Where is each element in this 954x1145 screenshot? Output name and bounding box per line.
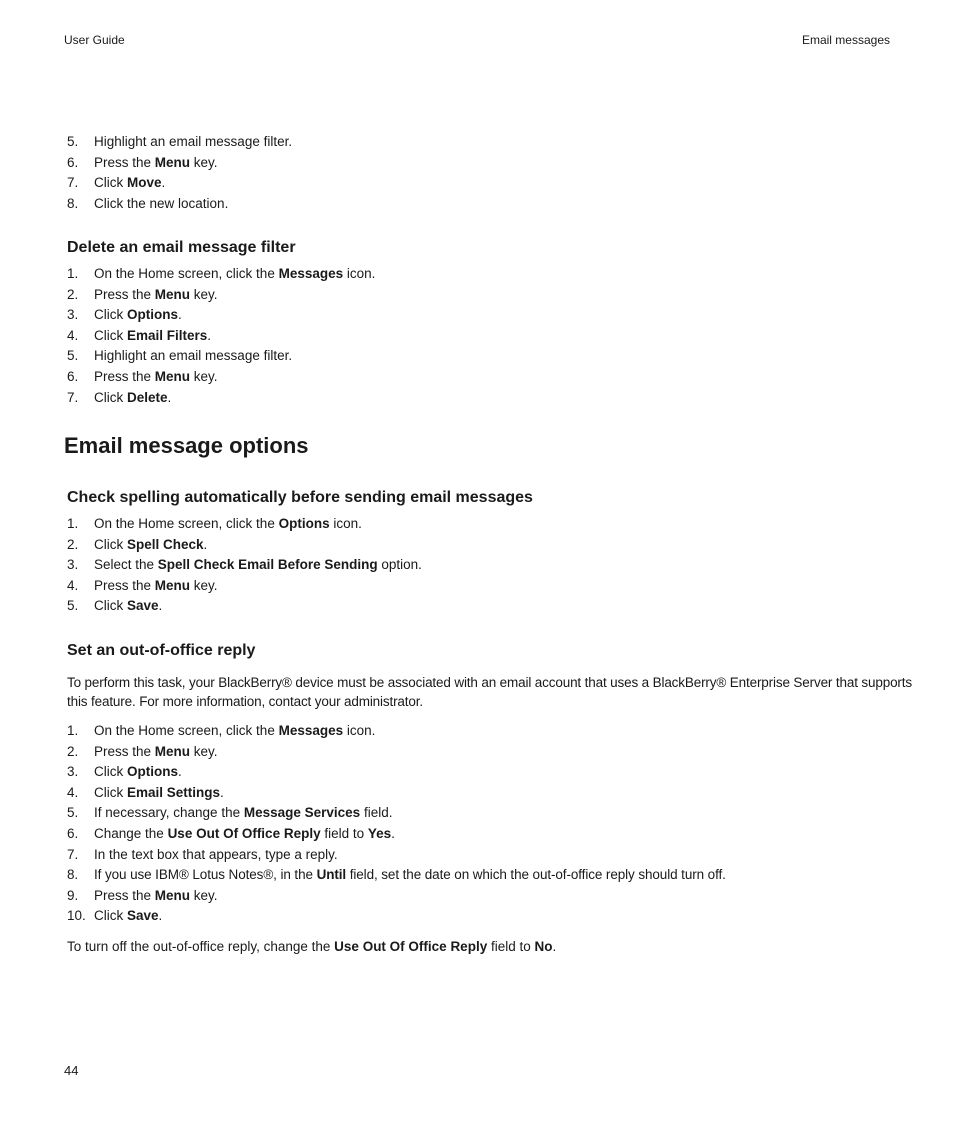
list-item: 7. Click Move. bbox=[67, 175, 166, 191]
list-item: 2. Press the Menu key. bbox=[67, 743, 218, 759]
list-item: 5. If necessary, change the Message Services field. bbox=[67, 805, 393, 821]
list-item: 4. Press the Menu key. bbox=[67, 577, 218, 593]
list-item: 2. Press the Menu key. bbox=[67, 286, 218, 302]
intro-line-1: To perform this task, your BlackBerry® device must be associated with an email account that uses a BlackBerry® Enterprise Server that supports bbox=[67, 675, 912, 690]
spell-check-section bbox=[67, 488, 893, 617]
out-of-office-intro bbox=[67, 673, 912, 711]
list-item: 3. Click Options. bbox=[67, 764, 182, 780]
list-item: 4. Click Email Filters. bbox=[67, 327, 212, 343]
list-item: 9. Press the Menu key. bbox=[67, 887, 218, 903]
delete-filter-section bbox=[67, 238, 893, 408]
list-item: 2. Click Spell Check. bbox=[67, 536, 208, 552]
intro-line-2: this feature. For more information, contact your administrator. bbox=[67, 694, 423, 709]
out-of-office-outro: To turn off the out-of-office reply, change the Use Out Of Office Reply field to No. bbox=[67, 938, 557, 954]
out-of-office-heading: Set an out-of-office reply bbox=[67, 642, 256, 659]
running-header-right: Email messages bbox=[801, 33, 890, 47]
list-item: 5. Click Save. bbox=[67, 598, 163, 614]
list-item: 10. Click Save. bbox=[67, 908, 163, 924]
section-title: Email message options bbox=[64, 433, 309, 458]
spell-check-steps bbox=[67, 514, 893, 617]
list-item: 4. Click Email Settings. bbox=[67, 784, 224, 800]
spell-check-heading: Check spelling automatically before sending email messages bbox=[67, 489, 533, 506]
list-item: 8. If you use IBM® Lotus Notes®, in the Until field, set the date on which the out-of-office reply should turn off. bbox=[67, 867, 726, 883]
out-of-office-steps bbox=[67, 721, 893, 927]
delete-filter-heading: Delete an email message filter bbox=[67, 239, 296, 256]
list-item: 6. Change the Use Out Of Office Reply field to Yes. bbox=[67, 825, 395, 841]
list-item: 3. Click Options. bbox=[67, 307, 182, 323]
list-item: 7. In the text box that appears, type a reply. bbox=[67, 846, 338, 862]
list-item: 5. Highlight an email message filter. bbox=[67, 134, 293, 149]
list-item: 5. Highlight an email message filter. bbox=[67, 348, 293, 364]
page-number: 44 bbox=[64, 1063, 79, 1078]
continued-steps-list bbox=[67, 132, 893, 214]
list-item: 1. On the Home screen, click the Messages icon. bbox=[67, 723, 376, 738]
running-header-left: User Guide bbox=[64, 33, 125, 47]
list-item: 7. Click Delete. bbox=[67, 389, 172, 405]
out-of-office-section bbox=[67, 641, 912, 956]
continued-steps-block bbox=[67, 132, 893, 214]
section-title-block bbox=[64, 432, 890, 460]
list-item: 6. Press the Menu key. bbox=[67, 154, 218, 170]
list-item: 8. Click the new location. bbox=[67, 195, 229, 211]
list-item: 1. On the Home screen, click the Messages icon. bbox=[67, 266, 376, 281]
delete-filter-steps bbox=[67, 264, 893, 408]
list-item: 3. Select the Spell Check Email Before Sending option. bbox=[67, 557, 422, 573]
list-item: 6. Press the Menu key. bbox=[67, 368, 218, 384]
list-item: 1. On the Home screen, click the Options icon. bbox=[67, 516, 362, 531]
